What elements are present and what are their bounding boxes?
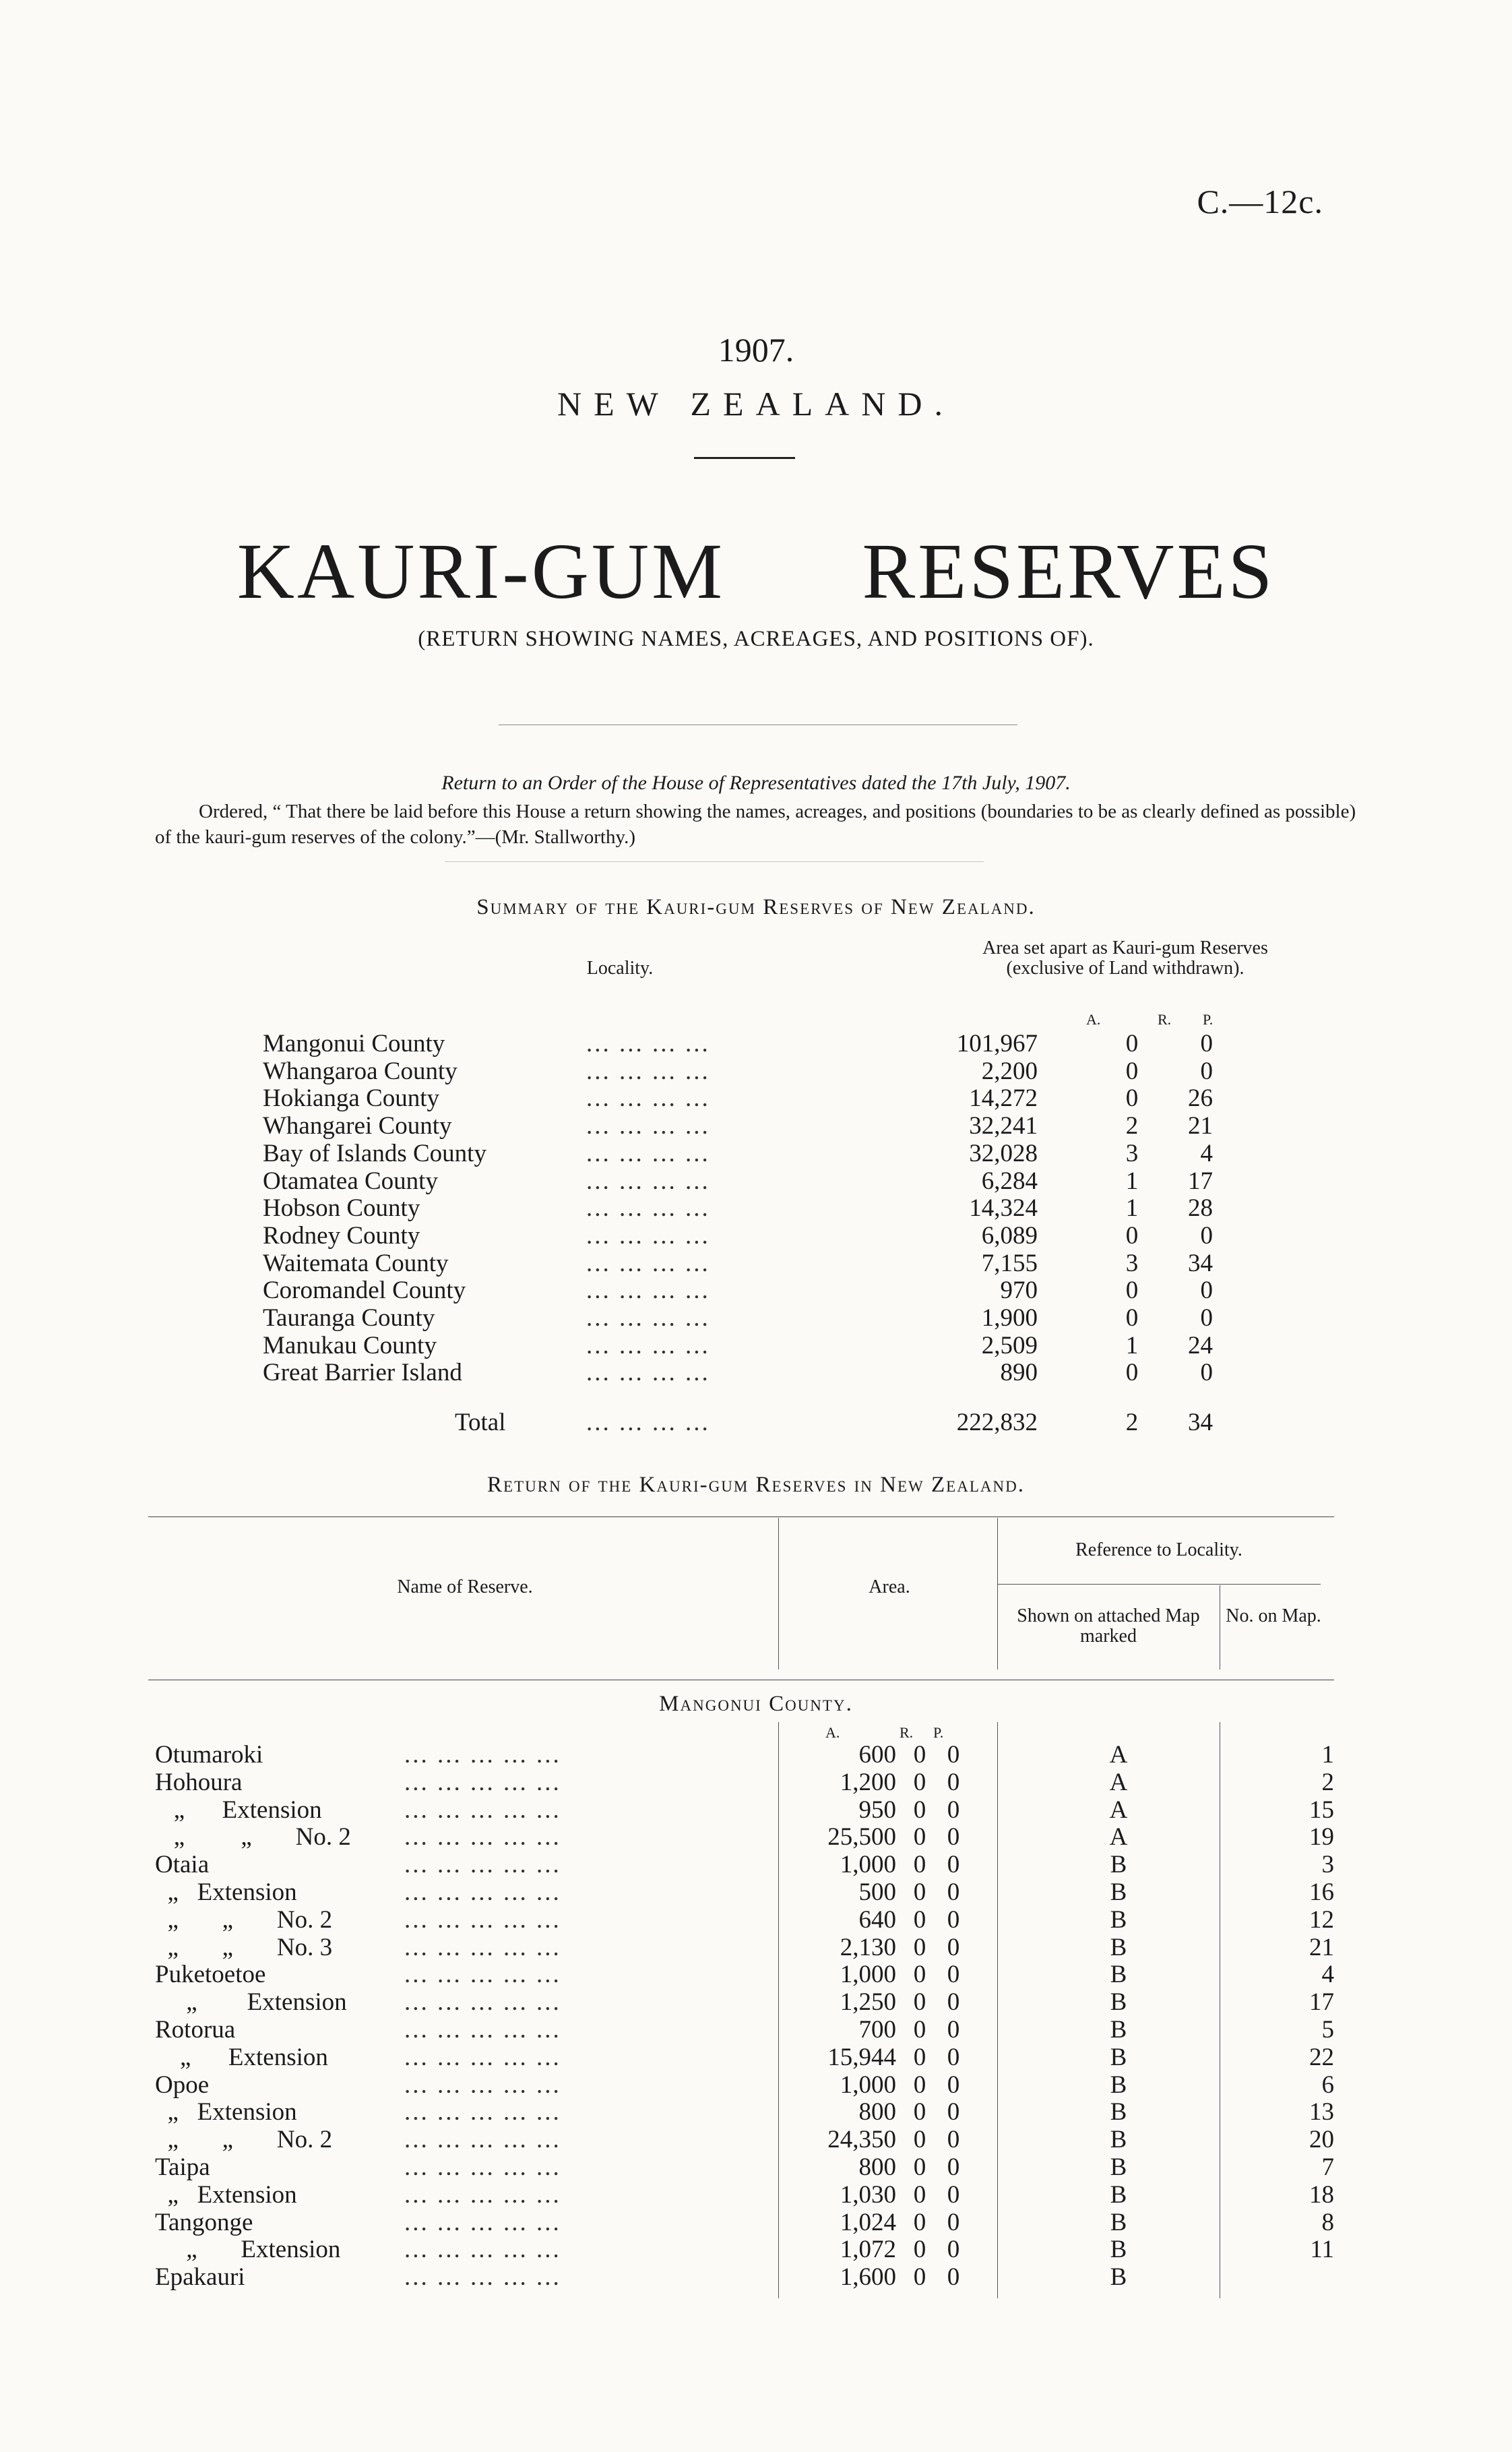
map-number: 19	[1309, 1823, 1334, 1851]
acres: 890	[1000, 1359, 1038, 1387]
dot-leader: ... ... ... ... ...	[404, 2208, 561, 2236]
map-letter: A	[1109, 1823, 1128, 1851]
acres: 640	[858, 1905, 896, 1934]
table-row	[148, 1823, 1334, 1851]
reserve-name: „ „ No. 2	[155, 1905, 333, 1934]
col-reference-header: Reference to Locality.	[1075, 1539, 1242, 1560]
table-row	[148, 1906, 1334, 1934]
dot-leader: ... ... ... ...	[586, 1221, 710, 1250]
unit-acres: A.	[1086, 1011, 1101, 1028]
perches: 4	[1200, 1139, 1213, 1167]
divider	[445, 861, 984, 862]
map-number: 2	[1321, 1768, 1334, 1796]
map-number: 5	[1321, 2016, 1334, 2044]
map-letter: B	[1110, 2180, 1127, 2209]
dot-leader: ... ... ... ... ...	[404, 2236, 561, 2264]
perches: 0	[1200, 1057, 1213, 1085]
dot-leader: ... ... ... ...	[586, 1112, 710, 1140]
reserve-name: Puketoetoe	[155, 1961, 266, 1989]
roods: 0	[1125, 1277, 1139, 1305]
dot-leader: ... ... ... ... ...	[404, 1905, 561, 1934]
table-row	[148, 1741, 1334, 1769]
locality-name: Manukau County	[263, 1331, 437, 1359]
map-letter: B	[1110, 2208, 1127, 2236]
table-row	[148, 1878, 1334, 1906]
perches: 0	[947, 1768, 960, 1796]
dot-leader: ... ... ... ... ...	[404, 1741, 561, 1769]
dot-leader: ... ... ... ... ...	[404, 1823, 561, 1851]
perches: 0	[947, 2071, 960, 2099]
acres: 2,200	[981, 1057, 1038, 1085]
map-letter: B	[1110, 2043, 1127, 2071]
roods: 0	[913, 2208, 926, 2236]
table-row	[148, 1851, 1334, 1878]
dot-leader: ... ... ... ...	[586, 1084, 710, 1113]
perches: 0	[947, 1961, 960, 1989]
map-letter: A	[1109, 1768, 1128, 1796]
map-number: 12	[1309, 1905, 1334, 1934]
dot-leader: ... ... ... ...	[586, 1331, 710, 1359]
perches: 28	[1188, 1194, 1213, 1223]
locality-name: Otamatea County	[263, 1167, 438, 1195]
locality-name: Waitemata County	[263, 1249, 449, 1277]
perches: 21	[1188, 1112, 1213, 1140]
table-row	[148, 2071, 1334, 2099]
dot-leader: ... ... ... ... ...	[404, 1878, 561, 1906]
dot-leader: ... ... ... ... ...	[404, 1768, 561, 1796]
unit-roods: R.	[900, 1724, 914, 1741]
roods: 2	[1125, 1112, 1139, 1140]
reserve-name: „ Extension	[155, 2043, 328, 2071]
table-row	[148, 2209, 1334, 2236]
map-letter: B	[1110, 2263, 1127, 2292]
reserve-name: Otumaroki	[155, 1741, 263, 1769]
roods: 0	[913, 1851, 926, 1879]
dot-leader: ... ... ... ...	[586, 1167, 710, 1195]
perches: 0	[1200, 1030, 1213, 1058]
reserve-name: „ Extension	[155, 1878, 297, 1906]
acres: 2,130	[840, 1933, 896, 1961]
roods: 0	[913, 1988, 926, 2017]
acres: 14,324	[969, 1194, 1038, 1223]
roods: 0	[913, 1878, 926, 1906]
perches: 0	[947, 1741, 960, 1769]
reserve-name: „ „ No. 2	[155, 1823, 351, 1851]
dot-leader: ... ... ... ...	[586, 1359, 710, 1387]
reserve-name: „ Extension	[155, 1796, 322, 1824]
perches: 0	[947, 2263, 960, 2292]
dot-leader: ... ... ... ... ...	[404, 2098, 561, 2126]
table-row	[148, 2153, 1334, 2181]
col-no-header: No. on Map.	[1226, 1605, 1321, 1626]
reserve-name: „ „ No. 3	[155, 1933, 333, 1961]
roods: 0	[913, 2016, 926, 2044]
dot-leader: ... ... ... ... ...	[404, 2263, 561, 2292]
total-perches: 34	[1188, 1409, 1213, 1436]
reserve-name: „ Extension	[155, 1988, 347, 2017]
acres: 1,250	[840, 1988, 896, 2017]
map-letter: B	[1110, 2126, 1127, 2154]
total-roods: 2	[1125, 1409, 1139, 1436]
summary-row	[263, 1112, 1240, 1140]
summary-row	[263, 1332, 1240, 1359]
total-acres: 222,832	[956, 1409, 1038, 1436]
map-number: 7	[1321, 2153, 1334, 2181]
summary-row	[263, 1304, 1240, 1332]
perches: 0	[947, 1988, 960, 2017]
acres: 15,944	[827, 2043, 896, 2071]
summary-row	[263, 1167, 1240, 1195]
perches: 0	[947, 2016, 960, 2044]
reserve-name: „ „ No. 2	[155, 2126, 333, 2154]
acres: 1,600	[840, 2263, 896, 2292]
perches: 0	[1200, 1304, 1213, 1332]
reserve-name: Epakauri	[155, 2263, 245, 2292]
acres: 600	[858, 1741, 896, 1769]
unit-acres: A.	[825, 1724, 840, 1741]
roods: 1	[1125, 1331, 1139, 1359]
perches: 0	[947, 2098, 960, 2126]
roods: 0	[913, 2236, 926, 2264]
reserve-name: Otaia	[155, 1851, 210, 1879]
summary-row	[263, 1277, 1240, 1304]
table-row	[148, 1796, 1334, 1824]
locality-name: Whangaroa County	[263, 1057, 458, 1085]
unit-perches: P.	[933, 1724, 944, 1741]
roods: 0	[913, 2098, 926, 2126]
table-row	[148, 2044, 1334, 2071]
summary-locality-header: Locality.	[586, 958, 654, 979]
reserve-name: Opoe	[155, 2071, 210, 2099]
perches: 24	[1188, 1331, 1213, 1359]
roods: 1	[1125, 1167, 1139, 1195]
locality-name: Hokianga County	[263, 1084, 440, 1113]
roods: 0	[1125, 1084, 1139, 1113]
roods: 0	[913, 1823, 926, 1851]
roods: 0	[1125, 1030, 1139, 1058]
map-letter: B	[1110, 2098, 1127, 2126]
map-letter: B	[1110, 2153, 1127, 2181]
acres: 32,028	[969, 1139, 1038, 1167]
roods: 0	[913, 2263, 926, 2292]
acres: 700	[858, 2016, 896, 2044]
map-letter: B	[1110, 1961, 1127, 1989]
summary-row	[263, 1140, 1240, 1167]
total-label: Total	[455, 1409, 506, 1436]
col-area-header: Area.	[869, 1576, 910, 1597]
perches: 0	[947, 1796, 960, 1824]
acres: 24,350	[827, 2126, 896, 2154]
dot-leader: ... ... ... ...	[586, 1249, 710, 1277]
table-row	[148, 2181, 1334, 2209]
roods: 3	[1125, 1249, 1139, 1277]
table-row	[148, 1769, 1334, 1796]
acres: 1,072	[840, 2236, 896, 2264]
summary-total-row	[263, 1409, 1240, 1436]
table-row	[148, 1988, 1334, 2016]
acres: 6,284	[981, 1167, 1038, 1195]
table-row	[148, 2263, 1334, 2291]
heading-rule	[694, 457, 795, 459]
page-title: KAURI-GUM RESERVES	[237, 527, 1275, 615]
dot-leader: ... ... ... ... ...	[404, 2153, 561, 2181]
acres: 1,000	[840, 1961, 896, 1989]
acres: 1,024	[840, 2208, 896, 2236]
perches: 0	[947, 1905, 960, 1934]
acres: 101,967	[956, 1030, 1038, 1058]
dot-leader: ... ... ... ... ...	[404, 2071, 561, 2099]
locality-name: Rodney County	[263, 1221, 420, 1250]
reserve-name: Rotorua	[155, 2016, 236, 2044]
perches: 0	[947, 2180, 960, 2209]
reserve-name: „ Extension	[155, 2098, 297, 2126]
table-row	[148, 2098, 1334, 2126]
acres: 7,155	[981, 1249, 1038, 1277]
acres: 1,000	[840, 1851, 896, 1879]
map-number: 20	[1309, 2126, 1334, 2154]
map-number: 15	[1309, 1796, 1334, 1824]
roods: 0	[913, 2126, 926, 2154]
map-number: 1	[1321, 1741, 1334, 1769]
roods: 0	[913, 2180, 926, 2209]
unit-roods: R.	[1158, 1011, 1172, 1028]
dot-leader: ... ... ... ... ...	[404, 1988, 561, 2017]
summary-row	[263, 1194, 1240, 1222]
roods: 0	[913, 1741, 926, 1769]
map-letter: A	[1109, 1796, 1128, 1824]
dot-leader: ... ... ... ...	[586, 1409, 710, 1436]
perches: 34	[1188, 1249, 1213, 1277]
roods: 0	[913, 1961, 926, 1989]
map-number: 11	[1310, 2236, 1334, 2264]
document-year: 1907.	[718, 331, 794, 369]
locality-name: Whangarei County	[263, 1112, 452, 1140]
map-number: 13	[1309, 2098, 1334, 2126]
acres: 1,000	[840, 2071, 896, 2099]
dot-leader: ... ... ... ... ...	[404, 1851, 561, 1879]
dot-leader: ... ... ... ... ...	[404, 2126, 561, 2154]
map-letter: B	[1110, 2016, 1127, 2044]
perches: 0	[947, 2208, 960, 2236]
perches: 0	[947, 1851, 960, 1879]
acres: 25,500	[827, 1823, 896, 1851]
roods: 0	[913, 1933, 926, 1961]
reference-rule	[997, 1584, 1321, 1585]
summary-title: Summary of the Kauri-gum Reserves of New Zealand.	[476, 895, 1036, 919]
map-letter: B	[1110, 1878, 1127, 1906]
roods: 0	[913, 1796, 926, 1824]
roods: 0	[913, 2071, 926, 2099]
dot-leader: ... ... ... ...	[586, 1277, 710, 1305]
summary-row	[263, 1250, 1240, 1277]
table-row	[148, 2016, 1334, 2044]
unit-perches: P.	[1203, 1011, 1214, 1028]
map-letter: B	[1110, 2236, 1127, 2264]
locality-name: Hobson County	[263, 1194, 420, 1223]
map-number: 16	[1309, 1878, 1334, 1906]
map-number: 18	[1309, 2180, 1334, 2209]
perches: 0	[1200, 1277, 1213, 1305]
roods: 0	[913, 1905, 926, 1934]
roods: 0	[913, 1768, 926, 1796]
perches: 0	[1200, 1221, 1213, 1250]
roods: 0	[1125, 1359, 1139, 1387]
col-map-header: Shown on attached Map marked	[1017, 1605, 1200, 1647]
map-letter: B	[1110, 2071, 1127, 2099]
table-row	[148, 2236, 1334, 2263]
page-subtitle: (RETURN SHOWING NAMES, ACREAGES, AND POSITIONS OF).	[418, 627, 1094, 651]
map-number: 4	[1321, 1961, 1334, 1989]
roods: 0	[913, 2153, 926, 2181]
acres: 1,030	[840, 2180, 896, 2209]
acres: 1,200	[840, 1768, 896, 1796]
ordered-paragraph: Ordered, “ That there be laid before this House a return showing the names, acreages, and positions (boundaries to be as clearly defined as possible) of the kauri-gum reserves of the colony.”—(Mr. Stallworthy.)	[155, 801, 1356, 848]
summary-row	[263, 1058, 1240, 1085]
map-number: 22	[1309, 2043, 1334, 2071]
country-heading: NEW ZEALAND.	[557, 385, 955, 423]
map-number: 17	[1309, 1988, 1334, 2017]
acres: 970	[1000, 1277, 1038, 1305]
map-number: 3	[1321, 1851, 1334, 1879]
map-number: 8	[1321, 2208, 1334, 2236]
perches: 0	[947, 1823, 960, 1851]
acres: 1,900	[981, 1304, 1038, 1332]
perches: 0	[947, 2236, 960, 2264]
dot-leader: ... ... ... ... ...	[404, 2016, 561, 2044]
dot-leader: ... ... ... ...	[586, 1304, 710, 1332]
order-line: Return to an Order of the House of Representatives dated the 17th July, 1907.	[441, 772, 1071, 794]
dot-leader: ... ... ... ...	[586, 1030, 710, 1058]
map-letter: B	[1110, 1851, 1127, 1879]
reserve-name: „ Extension	[155, 2180, 297, 2209]
map-number: 21	[1309, 1933, 1334, 1961]
col-name-header: Name of Reserve.	[397, 1576, 533, 1597]
acres: 6,089	[981, 1221, 1038, 1250]
summary-area-header: Area set apart as Kauri-gum Reserves (exclusive of Land withdrawn).	[982, 938, 1268, 979]
roods: 1	[1125, 1194, 1139, 1223]
table-row	[148, 2126, 1334, 2153]
acres: 500	[858, 1878, 896, 1906]
county-heading: Mangonui County.	[659, 1692, 853, 1716]
dot-leader: ... ... ... ...	[586, 1194, 710, 1223]
perches: 0	[947, 2126, 960, 2154]
perches: 0	[947, 2153, 960, 2181]
table-top-rule	[148, 1516, 1334, 1517]
dot-leader: ... ... ... ... ...	[404, 2180, 561, 2209]
locality-name: Mangonui County	[263, 1030, 445, 1058]
table-row	[148, 1934, 1334, 1961]
roods: 0	[1125, 1221, 1139, 1250]
dot-leader: ... ... ... ... ...	[404, 1933, 561, 1961]
perches: 17	[1188, 1167, 1213, 1195]
roods: 3	[1125, 1139, 1139, 1167]
reserve-name: „ Extension	[155, 2236, 341, 2264]
reserve-name: Taipa	[155, 2153, 210, 2181]
acres: 950	[858, 1796, 896, 1824]
map-number: 6	[1321, 2071, 1334, 2099]
roods: 0	[1125, 1304, 1139, 1332]
perches: 26	[1188, 1084, 1213, 1113]
acres: 2,509	[981, 1331, 1038, 1359]
map-letter: B	[1110, 1905, 1127, 1934]
summary-row	[263, 1359, 1240, 1386]
map-letter: B	[1110, 1933, 1127, 1961]
document-reference: C.—12c.	[1197, 183, 1323, 220]
locality-name: Great Barrier Island	[263, 1359, 462, 1387]
acres: 800	[858, 2098, 896, 2126]
perches: 0	[947, 2043, 960, 2071]
acres: 800	[858, 2153, 896, 2181]
summary-row	[263, 1030, 1240, 1058]
roods: 0	[913, 2043, 926, 2071]
reserve-name: Hohoura	[155, 1768, 243, 1796]
perches: 0	[1200, 1359, 1213, 1387]
summary-row	[263, 1222, 1240, 1250]
map-letter: A	[1109, 1741, 1128, 1769]
perches: 0	[947, 1878, 960, 1906]
dot-leader: ... ... ... ... ...	[404, 1961, 561, 1989]
dot-leader: ... ... ... ... ...	[404, 1796, 561, 1824]
locality-name: Bay of Islands County	[263, 1139, 486, 1167]
acres: 32,241	[969, 1112, 1038, 1140]
column-rule	[778, 1518, 779, 1669]
locality-name: Tauranga County	[263, 1304, 435, 1332]
perches: 0	[947, 1933, 960, 1961]
dot-leader: ... ... ... ... ...	[404, 2043, 561, 2071]
dot-leader: ... ... ... ...	[586, 1057, 710, 1085]
return-title: Return of the Kauri-gum Reserves in New Zealand.	[487, 1473, 1025, 1497]
reserve-name: Tangonge	[155, 2208, 253, 2236]
map-letter: B	[1110, 1988, 1127, 2017]
dot-leader: ... ... ... ...	[586, 1139, 710, 1167]
summary-row	[263, 1084, 1240, 1112]
roods: 0	[1125, 1057, 1139, 1085]
locality-name: Coromandel County	[263, 1277, 466, 1305]
table-row	[148, 1961, 1334, 1988]
acres: 14,272	[969, 1084, 1038, 1113]
